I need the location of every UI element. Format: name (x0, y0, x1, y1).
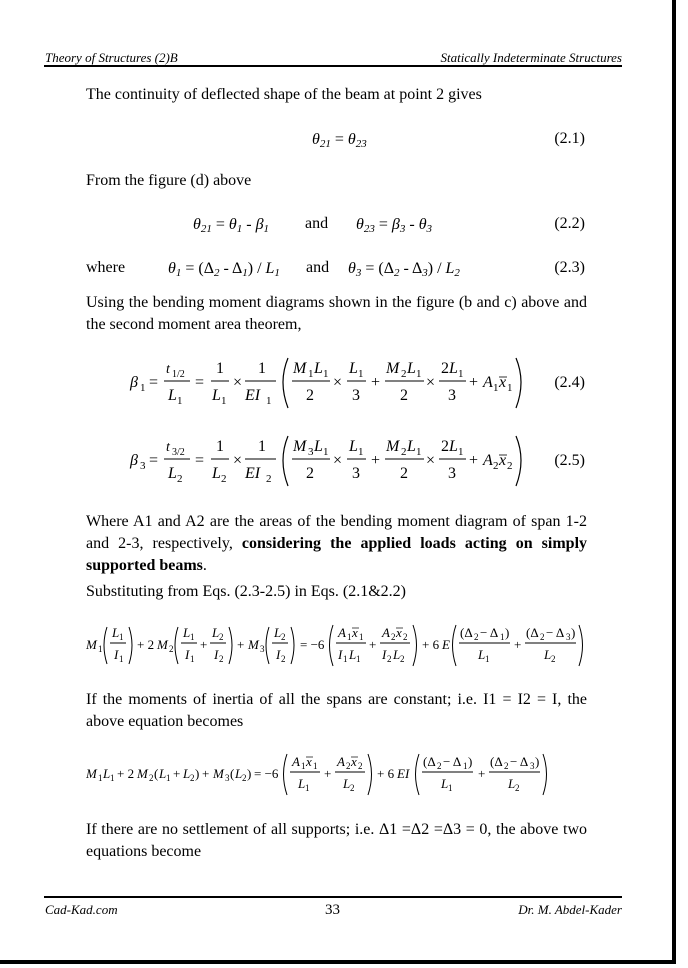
svg-text:M: M (386, 360, 400, 377)
svg-text:2: 2 (507, 460, 513, 472)
svg-text:− Δ: − Δ (443, 754, 462, 769)
svg-text:M: M (293, 438, 307, 455)
svg-text:1: 1 (458, 446, 464, 458)
svg-text:2: 2 (169, 644, 174, 654)
svg-text:(Δ: (Δ (490, 754, 503, 769)
svg-text:2: 2 (358, 761, 363, 771)
svg-text:I: I (338, 647, 343, 662)
svg-text:1: 1 (258, 360, 266, 377)
svg-text:1: 1 (98, 644, 103, 654)
svg-text:1: 1 (308, 368, 314, 380)
svg-text:(Δ: (Δ (526, 625, 539, 640)
svg-text:x: x (351, 754, 357, 769)
footer-rule (44, 896, 622, 898)
svg-text:M: M (248, 637, 259, 652)
svg-text:3: 3 (260, 644, 265, 654)
page-number: 33 (325, 902, 340, 918)
svg-text:x: x (499, 452, 507, 469)
svg-text:L: L (274, 625, 282, 640)
svg-text:(Δ: (Δ (460, 625, 473, 640)
svg-text:+ 2: + 2 (137, 637, 155, 652)
svg-text:β: β (130, 374, 138, 391)
svg-text:− Δ: − Δ (480, 625, 499, 640)
svg-text:2: 2 (190, 773, 195, 783)
svg-text:A: A (338, 625, 346, 640)
svg-text:L: L (168, 387, 177, 404)
paragraph-substituting: Substituting from Eqs. (2.3-2.5) in Eqs. (2.1&2.2) (86, 583, 406, 600)
svg-text:L: L (212, 465, 221, 482)
svg-text:A: A (483, 452, 493, 469)
svg-text:M: M (86, 637, 97, 652)
equation-number-2-4: (2.4) (554, 374, 585, 391)
svg-text:L: L (349, 647, 357, 662)
svg-text:E: E (442, 637, 450, 652)
svg-text:+: + (173, 766, 181, 781)
svg-text:2: 2 (403, 632, 408, 642)
svg-text:2: 2 (306, 387, 314, 404)
paragraph-constant-inertia: If the moments of inertia of all the spans are constant; i.e. I1 = I2 = I, the above equation becomes (86, 691, 587, 730)
svg-text:1: 1 (458, 368, 464, 380)
svg-text:t: t (166, 440, 170, 455)
svg-text:2: 2 (515, 783, 520, 793)
svg-text:=: = (149, 452, 159, 469)
svg-text:3: 3 (140, 460, 146, 472)
svg-text:+: + (324, 766, 332, 781)
svg-text:I: I (382, 647, 387, 662)
svg-text:2: 2 (400, 654, 405, 664)
svg-text:1: 1 (166, 773, 171, 783)
svg-text:1: 1 (463, 761, 468, 771)
svg-text:(: ( (230, 766, 235, 781)
equation-number-2-3: (2.3) (554, 259, 585, 276)
svg-text:A: A (483, 374, 493, 391)
svg-text:1: 1 (323, 368, 329, 380)
svg-text:M: M (137, 766, 148, 781)
svg-text:): ) (247, 766, 252, 781)
paragraph-areas-text: Where A1 and A2 are the areas of the bending moment diagram of span 1-2 and 2-3, respectively, (86, 513, 587, 552)
svg-text:1: 1 (110, 773, 115, 783)
svg-text:1: 1 (448, 783, 453, 793)
svg-text:+: + (202, 766, 210, 781)
svg-text:1: 1 (305, 783, 310, 793)
svg-text:+: + (237, 637, 245, 652)
svg-text:2: 2 (281, 654, 286, 664)
svg-text:L: L (212, 625, 220, 640)
equation-number-2-5: (2.5) (554, 452, 585, 469)
svg-text:EI: EI (397, 766, 410, 781)
equation-number-2-1: (2.1) (554, 130, 585, 147)
svg-text:1: 1 (358, 368, 364, 380)
svg-text:2: 2 (219, 654, 224, 664)
svg-text:+: + (469, 374, 479, 391)
svg-text:1: 1 (177, 395, 183, 407)
equation-three-moment-general (86, 619, 586, 671)
svg-text:×: × (333, 374, 343, 391)
svg-text:3: 3 (448, 465, 456, 482)
svg-text:1: 1 (500, 632, 505, 642)
svg-text:3: 3 (530, 761, 535, 771)
svg-text:L: L (314, 360, 323, 377)
svg-text:2: 2 (551, 654, 556, 664)
svg-text:1: 1 (359, 632, 364, 642)
svg-text:+: + (371, 374, 381, 391)
svg-text:2: 2 (391, 632, 396, 642)
svg-text:+: + (200, 637, 208, 652)
svg-text:= −6: = −6 (254, 766, 279, 781)
svg-text:3/2: 3/2 (172, 447, 185, 458)
svg-text:L: L (103, 766, 111, 781)
svg-text:1: 1 (343, 654, 348, 664)
svg-text:A: A (337, 754, 345, 769)
svg-text:+: + (371, 452, 381, 469)
svg-text:= −6: = −6 (300, 637, 325, 652)
equation-2-5 (128, 428, 540, 492)
svg-text:1: 1 (221, 395, 227, 407)
svg-text:3: 3 (352, 465, 360, 482)
svg-text:I: I (114, 647, 119, 662)
svg-text:L: L (449, 360, 458, 377)
svg-text:): ) (468, 754, 473, 769)
equation-number-2-2: (2.2) (554, 215, 585, 232)
svg-text:L: L (314, 438, 323, 455)
equation-2-2-and: and (305, 215, 329, 232)
footer-right: Dr. M. Abdel-Kader (518, 902, 622, 917)
svg-text:1: 1 (119, 654, 124, 664)
svg-text:1: 1 (416, 446, 422, 458)
svg-text:− Δ: − Δ (546, 625, 565, 640)
svg-text:1/2: 1/2 (172, 369, 185, 380)
page-edge-right (672, 0, 676, 962)
svg-text:2: 2 (504, 761, 509, 771)
paragraph-figure-d: From the figure (d) above (86, 172, 252, 189)
svg-text:+: + (469, 452, 479, 469)
svg-text:): ) (195, 766, 200, 781)
svg-text:x: x (352, 625, 358, 640)
svg-text:I: I (214, 647, 219, 662)
svg-text:1: 1 (485, 654, 490, 664)
svg-text:2: 2 (474, 632, 479, 642)
svg-text:=: = (195, 452, 205, 469)
svg-text:2: 2 (242, 773, 247, 783)
svg-text:1: 1 (258, 438, 266, 455)
paragraph-continuity: The continuity of deflected shape of the beam at point 2 gives (86, 86, 482, 103)
svg-text:L: L (508, 776, 516, 791)
svg-text:L: L (235, 766, 243, 781)
svg-text:L: L (407, 438, 416, 455)
header-left: Theory of Structures (2)B (45, 50, 178, 65)
svg-text:1: 1 (98, 773, 103, 783)
svg-text:1: 1 (358, 446, 364, 458)
svg-text:1: 1 (119, 632, 124, 642)
svg-text:L: L (407, 360, 416, 377)
svg-text:2: 2 (493, 460, 499, 472)
svg-text:2: 2 (306, 465, 314, 482)
svg-text:L: L (393, 647, 401, 662)
svg-text:2: 2 (401, 368, 407, 380)
svg-text:I: I (185, 647, 190, 662)
svg-text:1: 1 (190, 632, 195, 642)
svg-text:2: 2 (346, 761, 351, 771)
paragraph-no-settlement: If there are no settlement of all supports; i.e. Δ1 =Δ2 =Δ3 = 0, the above two equations become (86, 821, 587, 860)
equation-2-2-right: $\theta_{23} = \beta_3 - \theta_3$ (356, 216, 433, 235)
svg-text:=: = (195, 374, 205, 391)
svg-text:1: 1 (216, 438, 224, 455)
svg-text:×: × (426, 452, 436, 469)
svg-text:1: 1 (140, 382, 146, 394)
equation-2-4 (128, 350, 528, 414)
svg-text:L: L (349, 438, 358, 455)
svg-text:2: 2 (177, 473, 183, 485)
svg-text:EI: EI (245, 465, 261, 482)
svg-text:x: x (396, 625, 402, 640)
equation-2-3-where: where (86, 259, 126, 276)
equation-2-1: $\theta_{21} = \theta_{23}$ (312, 131, 367, 150)
svg-text:1: 1 (216, 360, 224, 377)
svg-text:L: L (544, 647, 552, 662)
paragraph-areas: Where A1 and A2 are the areas of the bending moment diagram of span 1-2 and 2-3, respectively, considering the applied loads acting on simply supported beams. (86, 513, 588, 574)
svg-text:1: 1 (266, 395, 272, 407)
svg-text:2: 2 (401, 446, 407, 458)
svg-text:3: 3 (448, 387, 456, 404)
svg-text:1: 1 (301, 761, 306, 771)
svg-text:A: A (382, 625, 390, 640)
svg-text:L: L (159, 766, 167, 781)
svg-text:): ) (505, 625, 510, 640)
header-right: Statically Indeterminate Structures (440, 50, 622, 65)
svg-text:L: L (168, 465, 177, 482)
page-edge-bottom (0, 960, 676, 964)
svg-text:(Δ: (Δ (423, 754, 436, 769)
svg-text:3: 3 (225, 773, 230, 783)
svg-text:x: x (499, 374, 507, 391)
svg-text:1: 1 (356, 654, 361, 664)
svg-text:=: = (149, 374, 159, 391)
svg-text:2: 2 (441, 360, 449, 377)
svg-text:+ 6: + 6 (422, 637, 440, 652)
svg-text:I: I (276, 647, 281, 662)
svg-text:×: × (233, 374, 243, 391)
svg-text:M: M (86, 766, 97, 781)
svg-text:2: 2 (221, 473, 227, 485)
svg-text:2: 2 (149, 773, 154, 783)
svg-text:): ) (535, 754, 540, 769)
svg-text:+: + (478, 766, 486, 781)
equation-2-3-right: $\theta_3 = (\Delta_2 - \Delta_3) / L_2$ (348, 260, 460, 279)
svg-text:2: 2 (437, 761, 442, 771)
svg-text:): ) (571, 625, 576, 640)
svg-text:+ 2: + 2 (117, 766, 135, 781)
svg-text:+: + (369, 637, 377, 652)
svg-text:1: 1 (493, 382, 499, 394)
svg-text:2: 2 (540, 632, 545, 642)
svg-text:×: × (426, 374, 436, 391)
equation-three-moment-constant-i (86, 748, 562, 800)
svg-text:M: M (213, 766, 224, 781)
svg-text:2: 2 (400, 387, 408, 404)
svg-text:3: 3 (566, 632, 571, 642)
svg-text:M: M (293, 360, 307, 377)
svg-text:L: L (343, 776, 351, 791)
svg-text:2: 2 (281, 632, 286, 642)
svg-text:L: L (112, 625, 120, 640)
svg-text:L: L (478, 647, 486, 662)
svg-text:t: t (166, 362, 170, 377)
svg-text:L: L (298, 776, 306, 791)
svg-text:L: L (212, 387, 221, 404)
svg-text:×: × (333, 452, 343, 469)
paragraph-areas-bold: considering the applied loads acting on simply supported beams (86, 535, 588, 574)
svg-text:L: L (449, 438, 458, 455)
svg-text:+: + (514, 637, 522, 652)
footer-left: Cad-Kad.com (45, 902, 118, 917)
svg-text:L: L (441, 776, 449, 791)
equation-2-3-left: $\theta_1 = (\Delta_2 - \Delta_1) / L_1$ (168, 260, 280, 279)
svg-text:1: 1 (347, 632, 352, 642)
svg-text:A: A (292, 754, 300, 769)
svg-text:+ 6: + 6 (377, 766, 395, 781)
svg-text:1: 1 (323, 446, 329, 458)
svg-text:L: L (183, 625, 191, 640)
equation-2-3-and: and (306, 259, 330, 276)
svg-text:3: 3 (352, 387, 360, 404)
equation-2-2-left: $\theta_{21} = \theta_1 - \beta_1$ (193, 216, 270, 235)
svg-text:1: 1 (507, 382, 513, 394)
svg-text:2: 2 (441, 438, 449, 455)
svg-text:2: 2 (350, 783, 355, 793)
svg-text:1: 1 (313, 761, 318, 771)
svg-text:x: x (306, 754, 312, 769)
svg-text:L: L (349, 360, 358, 377)
header-rule (44, 65, 622, 67)
svg-text:β: β (130, 452, 138, 469)
paragraph-bending-moment: Using the bending moment diagrams shown in the figure (b and c) above and the second moment area theorem, (86, 294, 587, 333)
svg-text:2: 2 (387, 654, 392, 664)
svg-text:(: ( (154, 766, 159, 781)
svg-text:2: 2 (266, 473, 272, 485)
svg-text:3: 3 (308, 446, 314, 458)
svg-text:1: 1 (416, 368, 422, 380)
svg-text:M: M (157, 637, 168, 652)
svg-text:− Δ: − Δ (510, 754, 529, 769)
svg-text:1: 1 (190, 654, 195, 664)
svg-text:EI: EI (245, 387, 261, 404)
svg-text:L: L (183, 766, 191, 781)
svg-text:M: M (386, 438, 400, 455)
svg-text:2: 2 (219, 632, 224, 642)
svg-text:×: × (233, 452, 243, 469)
svg-text:2: 2 (400, 465, 408, 482)
